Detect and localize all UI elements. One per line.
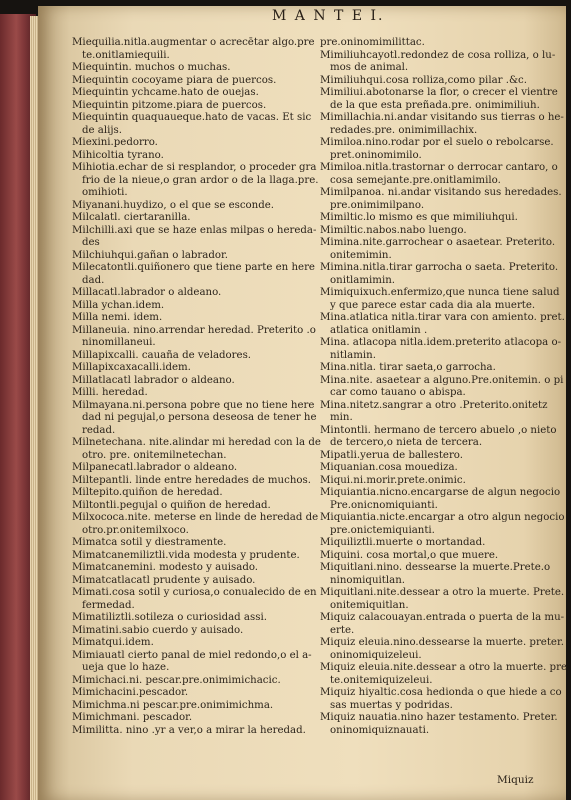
entry-headline: Milchiuhqui.gañan o labrador. <box>72 249 229 261</box>
entry-continuation: onitemimin. <box>330 249 392 261</box>
entry-continuation: redad. <box>82 424 116 436</box>
entry-headline: Mimichmani. pescador. <box>72 712 193 723</box>
entry-continuation: nitlamin. <box>330 349 376 361</box>
entry-headline: Mimiliui.abotonarse la flor, o crecer el vientre <box>320 87 558 98</box>
dictionary-entry <box>320 450 540 463</box>
entry-headline: Mimina.nite.garrochear o asaetear. Preterito. <box>320 237 556 248</box>
dictionary-entry <box>320 237 556 262</box>
entry-headline: Miltontli.pegujal o quiñon de heredad. <box>72 499 271 511</box>
dictionary-entry <box>320 587 565 612</box>
entry-headline: Milli. heredad. <box>72 387 148 398</box>
entry-headline: Mimatcatlacatl prudente y auisado. <box>72 574 256 586</box>
dictionary-entry <box>320 362 540 375</box>
dictionary-entry <box>320 187 562 212</box>
entry-headline: Miexini.pedorro. <box>72 137 158 148</box>
entry-headline: Miquiz hiyaltic.cosa hedionda o que hiede a co <box>320 687 562 698</box>
entry-headline: Millatlacatl labrador o aldeano. <box>72 374 235 386</box>
dictionary-entry <box>320 487 561 512</box>
entry-continuation: redades.pre. onimimillachix. <box>330 124 478 136</box>
dictionary-entry <box>320 49 556 75</box>
entry-headline: Mihiotia.echar de si resplandor, o proceder gra <box>72 162 317 173</box>
entry-headline: Mimatiliztli.sotileza o curiosidad assi. <box>72 612 267 623</box>
dictionary-entry <box>320 212 540 225</box>
entry-continuation: de tercero,o nieta de tercera. <box>330 437 483 448</box>
entry-headline: Miqui.ni.morir.prete.onimic. <box>320 474 466 486</box>
entry-headline: Miquanian.cosa mouediza. <box>320 462 458 473</box>
entry-headline: Mimiltic.lo mismo es que mimiliuhqui. <box>320 212 518 223</box>
entry-continuation: ninomillaneui. <box>82 337 156 348</box>
entry-headline: Mimatca sotil y diestramente. <box>72 537 227 548</box>
dictionary-entry <box>320 687 562 712</box>
entry-headline: Miltepito.quiñon de heredad. <box>72 487 223 498</box>
entry-headline: Miquiliztli.muerte o mortandad. <box>320 537 486 548</box>
dictionary-entry <box>320 225 540 238</box>
entry-continuation: frio de la nieue,o gran ardor o de la llaga.pre. <box>82 174 319 186</box>
entry-continuation: ueja que lo haze. <box>82 662 170 673</box>
entry-headline: Mimiauatl cierto panal de miel redondo,o el a- <box>72 649 312 661</box>
entry-headline: Miquiz eleuia.nino.dessearse la muerte. preter. <box>320 637 564 648</box>
entry-headline: Mimichma.ni pescar.pre.onimimichma. <box>72 699 274 711</box>
entry-continuation: omihioti. <box>82 187 128 198</box>
entry-continuation: te.onitlamiequili. <box>82 49 170 61</box>
entry-continuation: de la que esta preñada.pre. onimimiliuh. <box>330 99 540 111</box>
entry-headline: Miquiantia.nicno.encargarse de algun negocio <box>320 487 561 498</box>
entry-continuation: erte. <box>330 624 355 636</box>
entry-headline: Milecatontli.quiñonero que tiene parte en here <box>72 262 315 273</box>
entry-headline: Milmayana.ni.persona pobre que no tiene here <box>72 399 315 411</box>
entry-headline: pre.oninomimilittac. <box>320 37 425 48</box>
entry-headline: Miquitlani.nino. dessearse la muerte.Prete.o <box>320 562 551 573</box>
entry-headline: Mimilitta. nino .yr a ver,o a mirar la heredad. <box>72 724 306 736</box>
entry-continuation: ninomiquitlan. <box>330 574 405 586</box>
entry-headline: Mimiliuhqui.cosa rolliza,como pilar .&c. <box>320 74 528 86</box>
entry-headline: Miquiz eleuia.nite.dessear a otro la muerte. pre <box>320 662 567 673</box>
entry-headline: Mimatcanemiliztli.vida modesta y prudente. <box>72 549 300 561</box>
entry-continuation: fermedad. <box>82 599 135 611</box>
entry-headline: Miquitlani.nite.dessear a otro la muerte. Prete. <box>320 587 565 598</box>
entry-continuation: dad. <box>82 274 105 286</box>
entry-continuation: oninomiquizeleui. <box>330 649 422 661</box>
entry-headline: Mina.nitla. tirar saeta,o garrocha. <box>320 362 496 373</box>
entry-headline: Miquini. cosa mortal,o que muere. <box>320 549 499 561</box>
dictionary-entry <box>320 374 564 400</box>
dictionary-entry <box>320 312 565 337</box>
dictionary-entry <box>320 262 559 287</box>
dictionary-entry <box>320 475 540 488</box>
entry-headline: Miequintin quaquaueque.hato de vacas. Et sic <box>72 112 312 123</box>
entry-headline: Mimiltic.nabos.nabo luengo. <box>320 224 467 236</box>
dictionary-entry <box>320 287 560 312</box>
running-header: M A N T E I. <box>272 8 385 24</box>
entry-headline: Mina. atlacopa nitla.idem.preterito atlacopa o- <box>320 337 562 348</box>
dictionary-entry <box>320 562 551 587</box>
entry-headline: Millaneuia. nino.arrendar heredad. Preterito .o <box>72 324 316 336</box>
dictionary-entry <box>320 137 554 162</box>
entry-headline: Millacatl.labrador o aldeano. <box>72 287 222 298</box>
entry-headline: Mimillachia.ni.andar visitando sus tierras o he- <box>320 112 564 123</box>
dictionary-entry <box>320 75 540 88</box>
dictionary-entry <box>320 612 565 637</box>
entry-headline: Mipatli.yerua de ballestero. <box>320 449 464 461</box>
entry-headline: Mimatcanemini. modesto y auisado. <box>72 562 259 573</box>
entry-headline: Mimina.nitla.tirar garrocha o saeta. Preterito. <box>320 262 559 273</box>
entry-continuation: oninomiquiznauati. <box>330 724 430 736</box>
entry-headline: Mihicoltia tyrano. <box>72 149 164 161</box>
entry-headline: Mintontli. hermano de tercero abuelo ,o nieto <box>320 424 557 436</box>
entry-continuation: te.onitemiquizeleui. <box>330 674 433 686</box>
entry-continuation: Pre.onicnomiquianti. <box>330 499 438 511</box>
catchword: Miquiz <box>497 774 534 786</box>
dictionary-entry <box>320 399 548 425</box>
dictionary-entry <box>320 462 540 475</box>
entry-headline: Milla ychan.idem. <box>72 299 165 311</box>
entry-continuation: pret.oninomimilo. <box>330 149 422 161</box>
entry-headline: Mimilpanoa. ni.andar visitando sus heredades. <box>320 187 562 198</box>
entry-continuation: des <box>82 237 100 248</box>
entry-continuation: min. <box>330 412 353 423</box>
dictionary-entry <box>320 424 557 450</box>
entry-continuation: de alijs. <box>82 124 123 136</box>
entry-headline: Mimichaci.ni. pescar.pre.onimimichacic. <box>72 674 281 686</box>
entry-headline: Mimiliuhcayotl.redondez de cosa rolliza, o lu- <box>320 49 556 61</box>
entry-headline: Mimatini.sabio cuerdo y auisado. <box>72 624 244 636</box>
entry-headline: Mimatqui.idem. <box>72 637 154 648</box>
entry-continuation: dad ni pegujal,o persona deseosa de tener he <box>82 412 317 423</box>
entry-headline: Millapixcalli. cauaña de veladores. <box>72 349 252 361</box>
entry-continuation: pre.onimimilpano. <box>330 199 425 211</box>
dictionary-entry <box>320 37 540 50</box>
dictionary-entry <box>320 337 562 362</box>
entry-headline: Miequintin ychcame.hato de ouejas. <box>72 87 259 98</box>
entry-headline: Mimiloa.nino.rodar por el suelo o rebolcarse. <box>320 137 554 148</box>
dictionary-entry <box>320 537 540 550</box>
entry-headline: Mina.nite. asaetear a alguno.Pre.onitemin. o pi <box>320 374 564 386</box>
dictionary-entry <box>320 87 558 112</box>
dictionary-entry <box>320 162 558 187</box>
entry-continuation: sas muertas y podridas. <box>330 699 453 711</box>
dictionary-entry <box>320 637 564 662</box>
entry-headline: Miquiz nauatia.nino hazer testamento. Preter. <box>320 712 558 723</box>
entry-headline: Miltepantli. linde entre heredades de muchos. <box>72 474 311 486</box>
entry-headline: Miequilia.nitla.augmentar o acrecētar algo.pre <box>72 37 315 48</box>
entry-continuation: y que parece estar cada dia ala muerte. <box>330 299 536 311</box>
dictionary-entry <box>320 512 565 537</box>
entry-continuation: otro.pr.onitemilxoco. <box>82 524 189 536</box>
entry-continuation: otro. pre. onitemilnetechan. <box>82 449 227 461</box>
entry-headline: Mimiquixuch.enfermizo,que nunca tiene salud <box>320 287 560 298</box>
dictionary-entry <box>320 712 558 737</box>
entry-headline: Millapixcaxacalli.idem. <box>72 362 191 373</box>
entry-headline: Mina.nitetz.sangrar a otro .Preterito.onitetz <box>320 399 548 411</box>
entry-headline: Milla nemi. idem. <box>72 312 163 323</box>
entry-headline: Milnetechana. nite.alindar mi heredad con la de <box>72 437 321 448</box>
dictionary-entry <box>320 112 564 137</box>
entry-headline: Miyanani.huydizo, o el que se esconde. <box>72 199 275 211</box>
entry-headline: Mina.atlatica nitla.tirar vara con amiento. pret. <box>320 312 565 323</box>
entry-headline: Mimati.cosa sotil y curiosa,o conualecido de en <box>72 587 317 598</box>
entry-continuation: onitlamimin. <box>330 274 396 286</box>
entry-headline: Miequintin. muchos o muchas. <box>72 62 231 73</box>
entry-headline: Mimichacini.pescador. <box>72 687 189 698</box>
entry-headline: Miequintin pitzome.piara de puercos. <box>72 99 267 111</box>
entry-continuation: mos de animal. <box>330 62 409 73</box>
entry-continuation: onitemiquitlan. <box>330 599 409 611</box>
entry-continuation: car como tauano o abispa. <box>330 387 466 398</box>
entry-headline: Milxococa.nite. meterse en linde de heredad de <box>72 512 319 523</box>
entry-headline: Miquiantia.nicte.encargar a otro algun negocio <box>320 512 565 523</box>
entry-continuation: cosa semejante.pre.onitlamimilo. <box>330 174 501 186</box>
entry-headline: Milcalatl. ciertaranilla. <box>72 212 191 223</box>
dictionary-entry <box>320 550 540 563</box>
right-column <box>320 37 567 737</box>
entry-headline: Mimiloa.nitla.trastornar o derrocar cantaro, o <box>320 162 558 173</box>
entry-continuation: pre.onictemiquianti. <box>330 524 435 536</box>
entry-headline: Milchilli.axi que se haze enlas milpas o hereda- <box>72 224 317 236</box>
entry-headline: Milpanecatl.labrador o aldeano. <box>72 462 238 473</box>
entry-headline: Miequintin cocoyame piara de puercos. <box>72 74 277 86</box>
entry-headline: Miquiz calacouayan.entrada o puerta de la mu- <box>320 612 565 623</box>
dictionary-entry <box>320 662 567 687</box>
entry-continuation: atlatica onitlamin . <box>330 324 428 336</box>
